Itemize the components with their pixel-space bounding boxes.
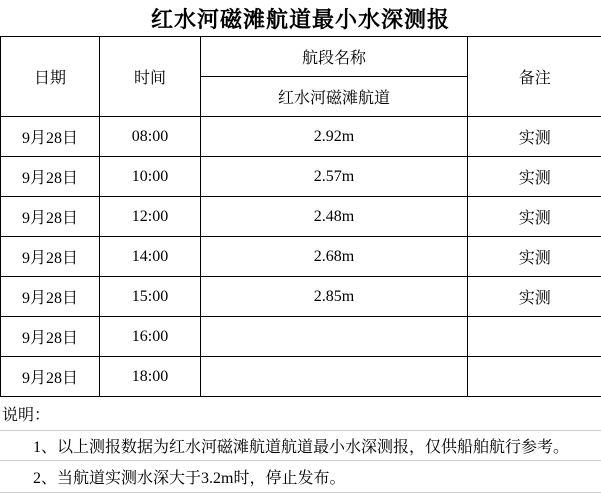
header-date: 日期 xyxy=(1,37,100,117)
depth-cell: 2.68m xyxy=(201,237,468,277)
table-row xyxy=(1,237,601,277)
date-cell: 9月28日 xyxy=(1,197,100,237)
remark-cell: 实测 xyxy=(468,117,601,157)
note-item-1: 1、以上测报数据为红水河磁滩航道航道最小水深测报，仅供船舶航行参考。 xyxy=(0,431,601,461)
table-row xyxy=(1,157,601,197)
notes-section xyxy=(0,397,601,493)
time-cell: 10:00 xyxy=(100,157,201,197)
depth-cell: 2.57m xyxy=(201,157,468,197)
header-section-name: 红水河磁滩航道 xyxy=(201,77,468,117)
date-cell: 9月28日 xyxy=(1,237,100,277)
depth-cell: 2.85m xyxy=(201,277,468,317)
remark-cell: 实测 xyxy=(468,237,601,277)
depth-cell: 2.48m xyxy=(201,197,468,237)
table-row xyxy=(1,197,601,237)
time-cell: 18:00 xyxy=(100,357,201,397)
time-cell: 15:00 xyxy=(100,277,201,317)
time-cell: 16:00 xyxy=(100,317,201,357)
date-cell: 9月28日 xyxy=(1,117,100,157)
date-cell: 9月28日 xyxy=(1,277,100,317)
table-row xyxy=(1,357,601,397)
page-title: 红水河磁滩航道最小水深测报 xyxy=(150,6,450,32)
time-cell: 08:00 xyxy=(100,117,201,157)
notes-label: 说明： xyxy=(0,397,601,431)
header-remark: 备注 xyxy=(468,37,601,117)
date-cell: 9月28日 xyxy=(1,317,100,357)
table-row xyxy=(1,317,601,357)
remark-cell: 实测 xyxy=(468,197,601,237)
remark-cell xyxy=(468,357,601,397)
header-time: 时间 xyxy=(100,37,201,117)
remark-cell: 实测 xyxy=(468,157,601,197)
time-cell: 12:00 xyxy=(100,197,201,237)
date-cell: 9月28日 xyxy=(1,157,100,197)
header-row-1 xyxy=(1,37,601,77)
depth-report-table xyxy=(0,36,601,397)
note-item-2: 2、当航道实测水深大于3.2m时，停止发布。 xyxy=(0,461,601,493)
date-cell: 9月28日 xyxy=(1,357,100,397)
header-section-group: 航段名称 xyxy=(201,37,468,77)
remark-cell: 实测 xyxy=(468,277,601,317)
depth-cell xyxy=(201,317,468,357)
table-row xyxy=(1,277,601,317)
depth-cell: 2.92m xyxy=(201,117,468,157)
remark-cell xyxy=(468,317,601,357)
depth-cell xyxy=(201,357,468,397)
table-row xyxy=(1,117,601,157)
time-cell: 14:00 xyxy=(100,237,201,277)
